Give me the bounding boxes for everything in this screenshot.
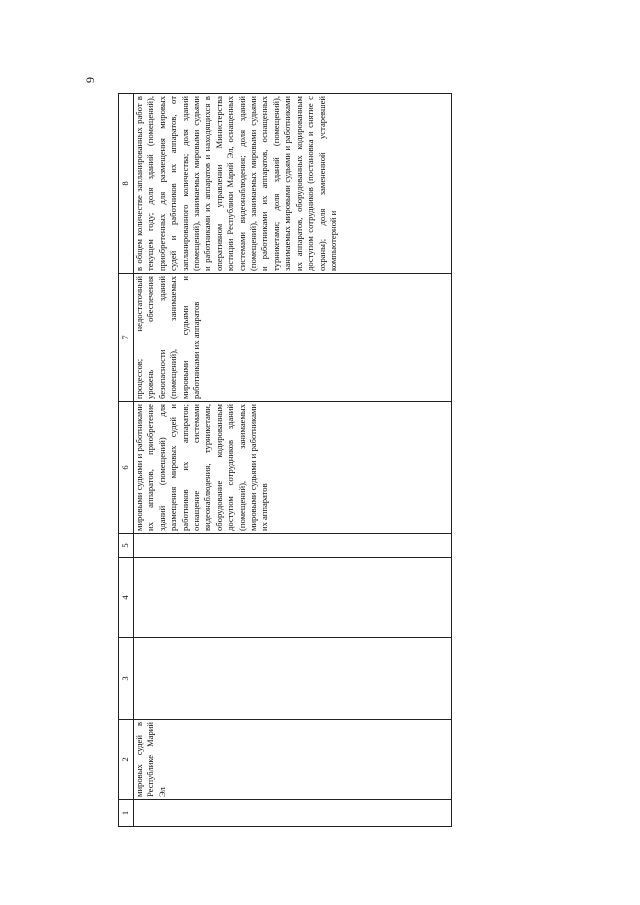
rotated-landscape-table xyxy=(118,94,452,827)
header-col-2: 2 xyxy=(119,720,134,800)
cell-col-4 xyxy=(134,558,452,638)
program-table xyxy=(118,93,452,827)
header-col-8: 8 xyxy=(119,94,134,274)
page-number: 9 xyxy=(83,77,97,83)
cell-col-2: мировых судей в Республике Марий Эл xyxy=(134,720,452,800)
header-row xyxy=(119,94,134,827)
table-wrapper xyxy=(118,94,640,816)
header-col-5: 5 xyxy=(119,534,134,558)
cell-col-3 xyxy=(134,638,452,720)
table-row xyxy=(134,94,452,827)
cell-col-1 xyxy=(134,800,452,827)
cell-col-5 xyxy=(134,534,452,558)
header-col-7: 7 xyxy=(119,274,134,402)
header-col-1: 1 xyxy=(119,800,134,827)
cell-col-6: мировыми судьями и работниками их аппаратов, приобретение зданий (помещений) для размещения мировых судей и работников их аппаратов; оснащение системами видеонаблюдения, турникетами, оборудование кодированным доступом сотрудников зданий (помещений), занимаемых мировыми судьями и работниками их аппаратов xyxy=(134,402,452,534)
cell-col-8: в общем количестве запланированных работ в текущем году; доля зданий (помещений), приобретенных для размещения мировых судей и работников их аппаратов, от запланированного количества; доля зданий (помещений), занимаемых мировыми судьями и работниками их аппаратов и находящихся в оперативном управлении Министерства юстиции Республики Марий Эл, оснащенных системами видеонаблюдения; доля зданий (помещений), занимаемых мировыми судьями и работниками их аппаратов, оснащенных турникетами; доля зданий (помещений), занимаемых мировыми судьями и работниками их аппаратов, оборудованных кодированным доступом сотрудников (постановка и снятие с охраны); доля замененной устаревшей компьютерной и xyxy=(134,94,452,274)
header-col-6: 6 xyxy=(119,402,134,534)
cell-col-7: процессов; недостаточный уровень обеспечения безопасности зданий (помещений), занимаемых мировыми судьями и работниками их аппаратов xyxy=(134,274,452,402)
header-col-3: 3 xyxy=(119,638,134,720)
header-col-4: 4 xyxy=(119,558,134,638)
